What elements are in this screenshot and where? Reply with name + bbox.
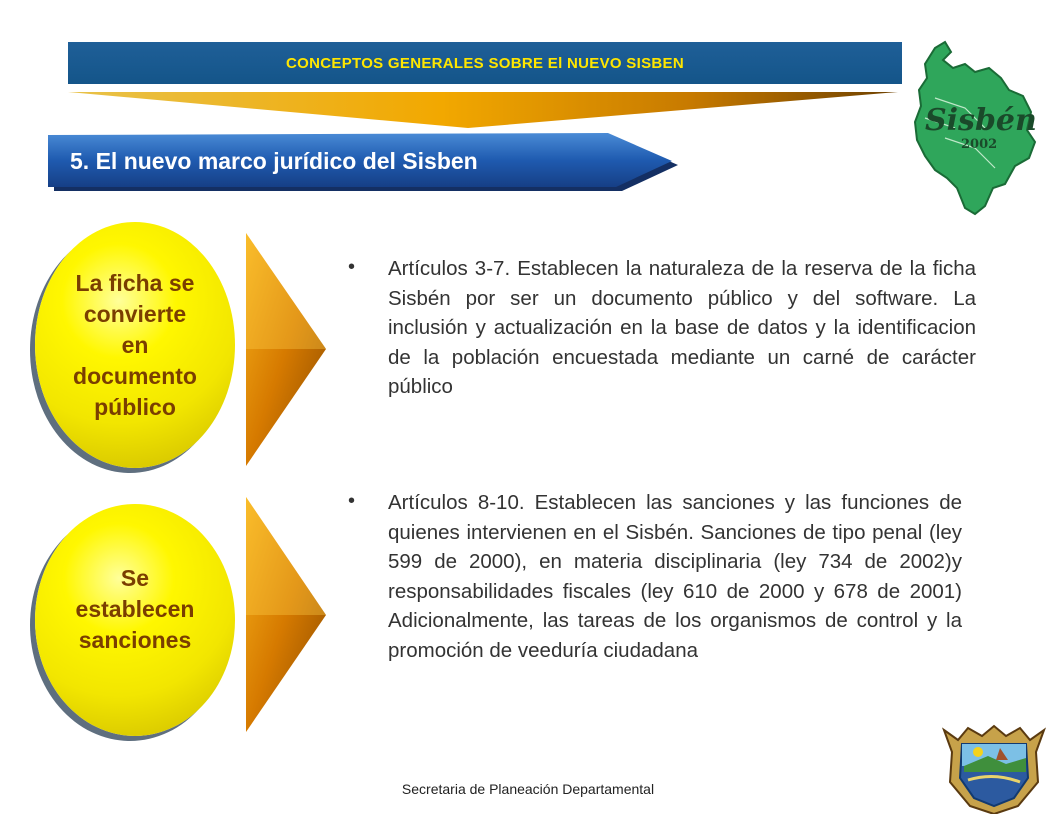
department-coat-of-arms [938, 722, 1050, 814]
orange-arrow-1 [246, 233, 326, 466]
item-2-label: Se establecen sanciones [75, 565, 195, 653]
section-title: 5. El nuevo marco jurídico del Sisben [70, 148, 478, 174]
colombia-map-logo [905, 38, 1045, 233]
orange-arrow-2 [246, 497, 326, 732]
top-banner [68, 42, 902, 84]
item-1-text: Artículos 3-7. Establecen la naturaleza de la reserva de la ficha Sisbén por ser un documento público y del software. La inclusión y actualización en la base de datos y la identificacion de la población encuestada mediante un carné de carácter público [388, 257, 976, 398]
item-1-label: La ficha se convierte en documento público [73, 270, 197, 420]
logo-year: 2002 [961, 137, 998, 152]
item-2-text: Artículos 8-10. Establecen las sanciones y las funciones de quienes intervienen en el Sisbén. Sanciones de tipo penal (ley 599 de 2000), en materia disciplinaria (ley 734 de 2002)y responsabilidades fiscales (ley 610 de 2000 y 678 de 2001) Adicionalmente, las tareas de los organismos de control y la promoción de veeduría ciudadana [388, 491, 962, 662]
banner-title: CONCEPTOS GENERALES SOBRE El NUEVO SISBEN [286, 54, 684, 72]
logo-name: Sisbén [925, 103, 1037, 138]
bullet-1: • [348, 256, 356, 278]
gold-wedge-decoration [68, 90, 898, 130]
footer-text: Secretaria de Planeación Departamental [401, 781, 655, 797]
bullet-2: • [348, 490, 356, 512]
